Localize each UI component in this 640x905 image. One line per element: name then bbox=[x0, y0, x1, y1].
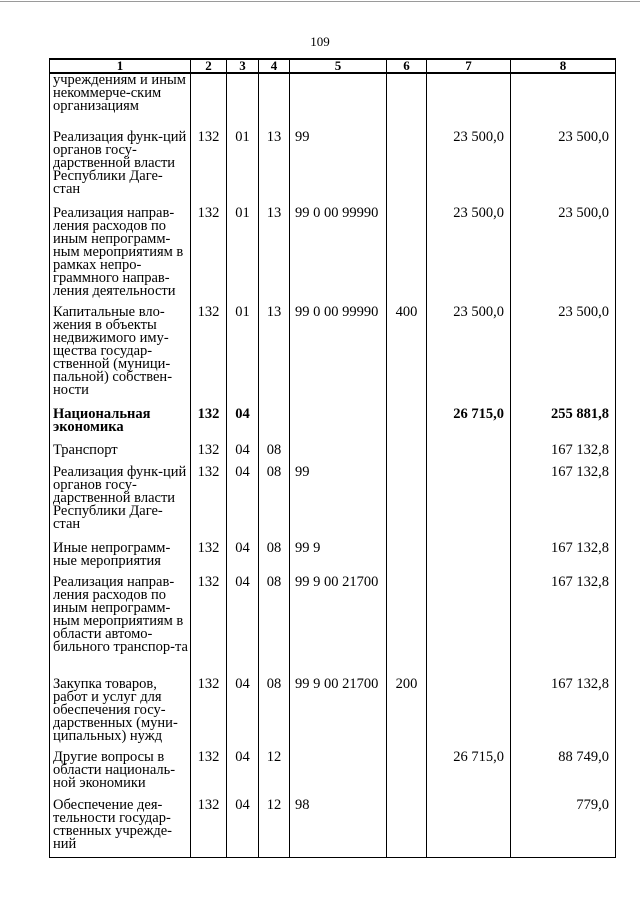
table-row bbox=[50, 676, 616, 749]
cell-amount-col8: 23 500,0 bbox=[511, 304, 616, 406]
cell-ministry-code: 132 bbox=[191, 749, 227, 797]
cell-target-code bbox=[290, 406, 387, 442]
cell-ministry-code: 132 bbox=[191, 304, 227, 406]
row-label: Другие вопросы в области националь-ной экономики bbox=[50, 749, 191, 797]
cell-section-code bbox=[227, 73, 259, 129]
column-header: 3 bbox=[227, 59, 259, 73]
cell-expense-type: 200 bbox=[387, 676, 427, 749]
cell-target-code bbox=[290, 73, 387, 129]
budget-table bbox=[49, 58, 616, 858]
cell-ministry-code: 132 bbox=[191, 406, 227, 442]
table-row bbox=[50, 304, 616, 406]
cell-ministry-code: 132 bbox=[191, 574, 227, 676]
cell-ministry-code: 132 bbox=[191, 205, 227, 304]
cell-amount-col7 bbox=[427, 442, 511, 464]
column-header: 8 bbox=[511, 59, 616, 73]
cell-section-code: 01 bbox=[227, 205, 259, 304]
cell-expense-type: 400 bbox=[387, 304, 427, 406]
cell-subsection-code: 08 bbox=[259, 574, 290, 676]
cell-ministry-code: 132 bbox=[191, 676, 227, 749]
cell-expense-type bbox=[387, 464, 427, 540]
top-rule bbox=[0, 1, 640, 2]
cell-amount-col8: 779,0 bbox=[511, 797, 616, 858]
cell-amount-col7: 26 715,0 bbox=[427, 749, 511, 797]
cell-target-code: 99 0 00 99990 bbox=[290, 205, 387, 304]
cell-expense-type bbox=[387, 749, 427, 797]
column-header: 7 bbox=[427, 59, 511, 73]
cell-ministry-code bbox=[191, 73, 227, 129]
cell-expense-type bbox=[387, 797, 427, 858]
cell-ministry-code: 132 bbox=[191, 442, 227, 464]
cell-amount-col7 bbox=[427, 574, 511, 676]
cell-section-code: 04 bbox=[227, 574, 259, 676]
cell-amount-col8: 88 749,0 bbox=[511, 749, 616, 797]
row-label: учреждениям и иным некоммерче-ским организациям bbox=[50, 73, 191, 129]
cell-subsection-code: 13 bbox=[259, 304, 290, 406]
table-row bbox=[50, 574, 616, 676]
cell-subsection-code: 08 bbox=[259, 464, 290, 540]
cell-amount-col7 bbox=[427, 73, 511, 129]
cell-amount-col8: 167 132,8 bbox=[511, 574, 616, 676]
row-label: Реализация функ-ций органов госу-дарственной власти Республики Даге-стан bbox=[50, 464, 191, 540]
cell-section-code: 04 bbox=[227, 540, 259, 574]
cell-target-code bbox=[290, 749, 387, 797]
cell-amount-col8: 167 132,8 bbox=[511, 676, 616, 749]
table-row bbox=[50, 540, 616, 574]
row-label: Обеспечение дея-тельности государ-ственных учрежде-ний bbox=[50, 797, 191, 858]
column-header: 6 bbox=[387, 59, 427, 73]
cell-target-code bbox=[290, 442, 387, 464]
cell-subsection-code: 08 bbox=[259, 676, 290, 749]
cell-amount-col7 bbox=[427, 540, 511, 574]
cell-section-code: 04 bbox=[227, 464, 259, 540]
cell-ministry-code: 132 bbox=[191, 540, 227, 574]
cell-amount-col8: 255 881,8 bbox=[511, 406, 616, 442]
cell-expense-type bbox=[387, 442, 427, 464]
cell-section-code: 04 bbox=[227, 749, 259, 797]
cell-subsection-code: 13 bbox=[259, 129, 290, 205]
cell-subsection-code: 12 bbox=[259, 797, 290, 858]
cell-amount-col7: 23 500,0 bbox=[427, 304, 511, 406]
cell-ministry-code: 132 bbox=[191, 797, 227, 858]
column-header: 5 bbox=[290, 59, 387, 73]
cell-expense-type bbox=[387, 129, 427, 205]
cell-amount-col7: 23 500,0 bbox=[427, 205, 511, 304]
cell-section-code: 04 bbox=[227, 797, 259, 858]
cell-target-code: 99 9 00 21700 bbox=[290, 574, 387, 676]
table-body bbox=[50, 73, 616, 858]
cell-target-code: 99 9 bbox=[290, 540, 387, 574]
cell-expense-type bbox=[387, 205, 427, 304]
cell-amount-col7 bbox=[427, 676, 511, 749]
header-row bbox=[50, 59, 616, 73]
cell-section-code: 01 bbox=[227, 304, 259, 406]
cell-amount-col8: 167 132,8 bbox=[511, 464, 616, 540]
cell-target-code: 99 0 00 99990 bbox=[290, 304, 387, 406]
row-label: Национальная экономика bbox=[50, 406, 191, 442]
cell-subsection-code: 08 bbox=[259, 442, 290, 464]
cell-amount-col8: 23 500,0 bbox=[511, 129, 616, 205]
cell-amount-col7 bbox=[427, 797, 511, 858]
cell-ministry-code: 132 bbox=[191, 464, 227, 540]
table-row bbox=[50, 406, 616, 442]
table-row bbox=[50, 464, 616, 540]
cell-expense-type bbox=[387, 406, 427, 442]
table-row bbox=[50, 73, 616, 129]
cell-expense-type bbox=[387, 73, 427, 129]
cell-subsection-code: 13 bbox=[259, 205, 290, 304]
cell-amount-col8 bbox=[511, 73, 616, 129]
cell-target-code: 99 9 00 21700 bbox=[290, 676, 387, 749]
row-label: Капитальные вло-жения в объекты недвижимого иму-щества государ-ственной (муници-пальной) собствен-ности bbox=[50, 304, 191, 406]
cell-subsection-code bbox=[259, 406, 290, 442]
cell-subsection-code: 12 bbox=[259, 749, 290, 797]
cell-section-code: 04 bbox=[227, 442, 259, 464]
column-header: 2 bbox=[191, 59, 227, 73]
table-row bbox=[50, 797, 616, 858]
cell-target-code: 99 bbox=[290, 464, 387, 540]
row-label: Реализация функ-ций органов госу-дарственной власти Республики Даге-стан bbox=[50, 129, 191, 205]
cell-ministry-code: 132 bbox=[191, 129, 227, 205]
cell-section-code: 04 bbox=[227, 406, 259, 442]
cell-amount-col7: 26 715,0 bbox=[427, 406, 511, 442]
cell-section-code: 04 bbox=[227, 676, 259, 749]
cell-target-code: 99 bbox=[290, 129, 387, 205]
cell-amount-col8: 23 500,0 bbox=[511, 205, 616, 304]
table-row bbox=[50, 129, 616, 205]
row-label: Реализация направ-ления расходов по иным непрограмм-ным мероприятиям в рамках непро-граммного направ-ления деятельности bbox=[50, 205, 191, 304]
cell-amount-col8: 167 132,8 bbox=[511, 442, 616, 464]
cell-amount-col8: 167 132,8 bbox=[511, 540, 616, 574]
cell-target-code: 98 bbox=[290, 797, 387, 858]
row-label: Иные непрограмм-ные мероприятия bbox=[50, 540, 191, 574]
cell-amount-col7 bbox=[427, 464, 511, 540]
table-row bbox=[50, 205, 616, 304]
column-header: 1 bbox=[50, 59, 191, 73]
table-row bbox=[50, 442, 616, 464]
table-row bbox=[50, 749, 616, 797]
cell-section-code: 01 bbox=[227, 129, 259, 205]
row-label: Закупка товаров, работ и услуг для обеспечения госу-дарственных (муни-ципальных) нужд bbox=[50, 676, 191, 749]
cell-expense-type bbox=[387, 540, 427, 574]
row-label: Реализация направ-ления расходов по иным непрограмм-ным мероприятиям в области автомо-бильного транспор-та bbox=[50, 574, 191, 676]
cell-subsection-code: 08 bbox=[259, 540, 290, 574]
page-number: 109 bbox=[310, 34, 330, 49]
cell-expense-type bbox=[387, 574, 427, 676]
cell-amount-col7: 23 500,0 bbox=[427, 129, 511, 205]
cell-subsection-code bbox=[259, 73, 290, 129]
row-label: Транспорт bbox=[50, 442, 191, 464]
column-header: 4 bbox=[259, 59, 290, 73]
